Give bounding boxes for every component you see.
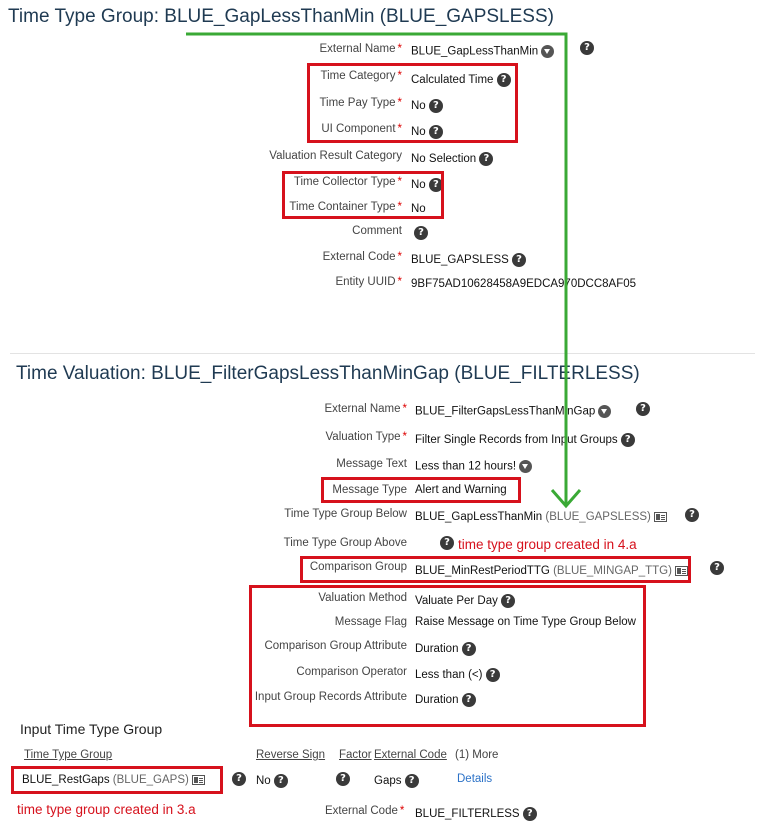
help-icon[interactable]: ?	[523, 807, 537, 821]
tv-label-message-flag: Message Flag	[334, 616, 407, 628]
arrow-line	[186, 34, 566, 505]
help-icon[interactable]: ?	[636, 402, 650, 416]
help-icon[interactable]: ?	[479, 152, 493, 166]
tv-label-comparison-group: Comparison Group	[309, 561, 407, 573]
tv-value-comparison-group-attribute: Duration ?	[415, 642, 476, 656]
tv-value-valuation-method: Valuate Per Day ?	[415, 594, 515, 608]
tv-value-comparison-group[interactable]: BLUE_MinRestPeriodTTG (BLUE_MINGAP_TTG)	[415, 565, 688, 577]
help-icon[interactable]: ?	[497, 73, 511, 87]
ttg-value-entity-uuid: 9BF75AD10628458A9EDCA970DCC8AF05	[411, 278, 637, 290]
help-icon[interactable]: ?	[429, 178, 443, 192]
tv-value-message-text: Less than 12 hours!	[415, 460, 532, 473]
help-icon[interactable]: ?	[414, 226, 428, 240]
ttg-label-time-pay-type: Time Pay Type *	[319, 97, 402, 109]
help-icon[interactable]: ?	[462, 693, 476, 707]
tv-label-comparison-operator: Comparison Operator	[296, 666, 407, 678]
ttg-label-comment: Comment	[352, 225, 402, 237]
col-header-external-code[interactable]: External Code	[374, 749, 447, 761]
input-ttg-heading: Input Time Type Group	[20, 721, 163, 737]
tv-value-external-name: BLUE_FilterGapsLessThanMinGap	[415, 405, 611, 418]
help-icon[interactable]: ?	[685, 508, 699, 522]
help-icon[interactable]: ?	[429, 99, 443, 113]
ttg-value-external-code: BLUE_GAPSLESS ?	[411, 253, 526, 267]
input-row-external-code: Gaps ?	[374, 774, 419, 788]
ttg-label-ui-component: UI Component *	[321, 123, 402, 135]
tv-label-ttg-below: Time Type Group Below	[284, 508, 407, 520]
ttg-value-time-pay-type: No ?	[411, 99, 443, 113]
ttg-value-external-name: BLUE_GapLessThanMin	[411, 45, 554, 58]
help-icon[interactable]: ?	[232, 772, 246, 786]
help-icon[interactable]: ?	[512, 253, 526, 267]
help-icon[interactable]: ?	[486, 668, 500, 682]
tv-label-input-group-records-attribute: Input Group Records Attribute	[254, 691, 407, 703]
ttg-value-time-container-type: No	[411, 203, 426, 215]
col-header-time-type-group[interactable]: Time Type Group	[24, 749, 113, 761]
ttg-label-external-name: External Name *	[319, 43, 402, 55]
tv-value-input-group-records-attribute: Duration ?	[415, 693, 476, 707]
ttg-label-time-collector-type: Time Collector Type *	[293, 176, 402, 188]
help-icon[interactable]: ?	[336, 772, 350, 786]
tv-label-message-text: Message Text	[336, 458, 407, 470]
tv-value-external-code: BLUE_FILTERLESS ?	[415, 807, 537, 821]
help-icon[interactable]: ?	[440, 536, 454, 550]
ttg-value-time-category: Calculated Time ?	[411, 73, 511, 87]
input-row-reverse-sign: No ?	[256, 774, 288, 788]
ttg-title: Time Type Group: BLUE_GapLessThanMin (BLUE_GAPSLESS)	[8, 6, 554, 27]
annotation-input: time type group created in 3.a	[17, 802, 196, 817]
help-icon[interactable]: ?	[462, 642, 476, 656]
tv-label-valuation-method: Valuation Method	[318, 592, 407, 604]
ttg-label-time-category: Time Category *	[320, 70, 402, 82]
ttg-value-valuation-result-category: No Selection ?	[411, 152, 493, 166]
help-icon[interactable]: ?	[621, 433, 635, 447]
col-header-reverse-sign[interactable]: Reverse Sign	[256, 749, 326, 761]
tv-title: Time Valuation: BLUE_FilterGapsLessThanMinGap (BLUE_FILTERLESS)	[16, 363, 640, 384]
tv-label-external-code: External Code *	[325, 805, 405, 817]
help-icon[interactable]: ?	[501, 594, 515, 608]
help-icon[interactable]: ?	[274, 774, 288, 788]
help-icon[interactable]: ?	[429, 125, 443, 139]
tv-label-comparison-group-attribute: Comparison Group Attribute	[264, 640, 407, 652]
help-icon[interactable]: ?	[710, 561, 724, 575]
tv-value-message-type: Alert and Warning	[415, 484, 507, 496]
ttg-label-valuation-result-category: Valuation Result Category	[269, 150, 402, 162]
tv-label-external-name: External Name *	[324, 403, 407, 415]
ttg-value-ui-component: No ?	[411, 125, 443, 139]
help-icon[interactable]: ?	[580, 41, 594, 55]
details-link[interactable]: Details	[457, 773, 493, 785]
ttg-label-time-container-type: Time Container Type *	[289, 201, 402, 213]
tv-label-valuation-type: Valuation Type *	[325, 431, 407, 443]
help-icon[interactable]: ?	[405, 774, 419, 788]
tv-label-message-type: Message Type	[332, 484, 407, 496]
more-columns[interactable]: (1) More	[455, 749, 499, 761]
tv-value-ttg-below[interactable]: BLUE_GapLessThanMin (BLUE_GAPSLESS)	[415, 511, 667, 523]
input-row-group[interactable]: BLUE_RestGaps (BLUE_GAPS)	[22, 774, 205, 786]
ttg-value-time-collector-type: No ?	[411, 178, 443, 192]
annotation-above: time type group created in 4.a	[458, 537, 637, 552]
tv-value-message-flag: Raise Message on Time Type Group Below	[415, 616, 636, 628]
tv-value-valuation-type: Filter Single Records from Input Groups ?	[415, 433, 635, 447]
tv-label-ttg-above: Time Type Group Above	[283, 537, 407, 549]
tv-value-comparison-operator: Less than (<) ?	[415, 668, 500, 682]
col-header-factor[interactable]: Factor	[339, 749, 372, 761]
ttg-label-entity-uuid: Entity UUID *	[335, 276, 402, 288]
ttg-label-external-code: External Code *	[322, 251, 402, 263]
